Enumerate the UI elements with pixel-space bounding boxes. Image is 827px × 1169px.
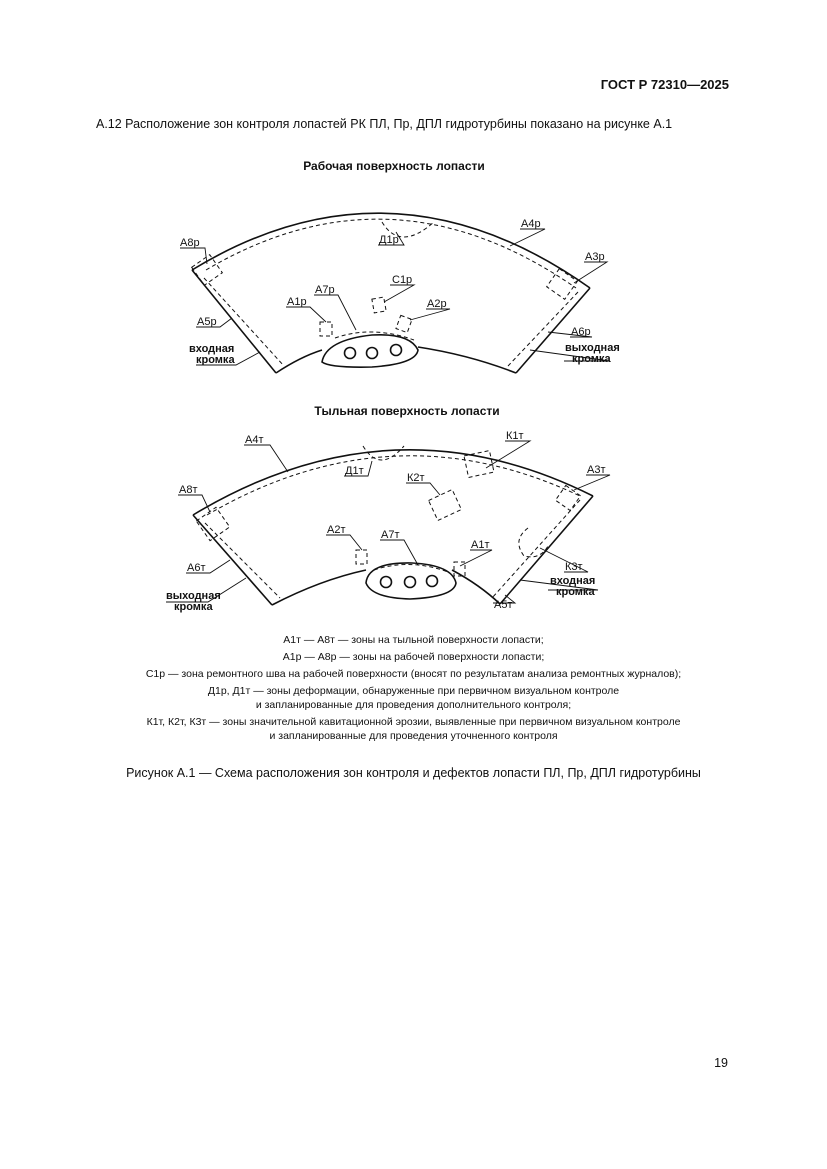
label-top-left-edge-1: входная <box>189 343 235 355</box>
legend-line-1: А1т — А8т — зоны на тыльной поверхности лопасти; <box>283 634 544 646</box>
bottom-blade-inner-arc-left <box>272 570 366 605</box>
label-a5t: А5т <box>494 599 513 611</box>
zone-k2t <box>429 490 462 521</box>
label-a8t: А8т <box>179 484 198 496</box>
label-a7t: А7т <box>381 529 400 541</box>
legend-line-6: К1т, К2т, К3т — зоны значительной кавитационной эрозии, выявленные при первичном визуальном контроле <box>146 716 681 728</box>
label-a7r: А7р <box>315 284 335 296</box>
label-a1r: А1р <box>287 296 307 308</box>
legend-line-3: С1р — зона ремонтного шва на рабочей поверхности (вносят по результатам анализа ремонтных журналов); <box>145 668 682 680</box>
bottom-blade-outer-arc <box>193 450 593 515</box>
bottom-dashed-outer <box>207 456 580 515</box>
label-a4t: А4т <box>245 434 264 446</box>
top-hub <box>322 335 418 367</box>
document-header: ГОСТ Р 72310—2025 <box>600 77 729 92</box>
legend-line-4: Д1р, Д1т — зоны деформации, обнаруженные при первичном визуальном контроле <box>207 685 620 697</box>
legend-line-2: А1р — А8р — зоны на рабочей поверхности лопасти; <box>282 651 545 663</box>
bottom-hole-1 <box>381 577 392 588</box>
legend-line-5: и запланированные для проведения дополнительного контроля; <box>255 699 572 711</box>
label-bottom-right-edge-2: кромка <box>556 586 595 598</box>
label-d1r: Д1р <box>379 234 399 246</box>
label-a6t: А6т <box>187 562 206 574</box>
top-blade-inner-arc-left <box>276 350 322 373</box>
label-a6r: А6р <box>571 326 591 338</box>
top-hole-3 <box>391 345 402 356</box>
zone-a8r <box>192 255 223 286</box>
label-a1t: А1т <box>471 539 490 551</box>
label-a4r: А4р <box>521 218 541 230</box>
label-top-left-edge-2: кромка <box>196 354 235 366</box>
label-a2t: А2т <box>327 524 346 536</box>
zone-d1t <box>363 446 404 460</box>
label-a2r: А2р <box>427 298 447 310</box>
zone-a2r <box>396 315 412 332</box>
label-c1r: С1р <box>392 274 413 286</box>
label-k3t: К3т <box>565 561 583 573</box>
label-bottom-left-edge-1: выходная <box>166 590 221 602</box>
zone-c1r <box>372 297 386 313</box>
figure-caption: Рисунок А.1 — Схема расположения зон контроля и дефектов лопасти ПЛ, Пр, ДПЛ гидротурбины <box>126 766 701 780</box>
top-hole-2 <box>367 348 378 359</box>
bottom-hub <box>366 563 456 599</box>
bottom-blade-inner-arc-right <box>452 570 500 604</box>
label-a3t: А3т <box>587 464 606 476</box>
top-title: Рабочая поверхность лопасти <box>303 159 485 173</box>
top-hole-1 <box>345 348 356 359</box>
top-dashed-hub <box>335 332 414 340</box>
label-top-right-edge-1: выходная <box>565 342 620 354</box>
zone-a3r <box>547 269 578 300</box>
label-a3r: А3р <box>585 251 605 263</box>
label-k1t: К1т <box>506 430 524 442</box>
label-a8r: А8р <box>180 237 200 249</box>
page-number: 19 <box>714 1056 728 1070</box>
bottom-hole-3 <box>427 576 438 587</box>
zone-a2t <box>356 550 367 564</box>
label-bottom-left-edge-2: кромка <box>174 601 213 613</box>
bottom-dashed-left <box>205 523 280 598</box>
label-bottom-right-edge-1: входная <box>550 575 596 587</box>
label-d1t: Д1т <box>345 465 364 477</box>
top-blade-inner-arc-right <box>418 347 516 373</box>
bottom-title: Тыльная поверхность лопасти <box>314 404 500 418</box>
label-a5r: А5р <box>197 316 217 328</box>
intro-paragraph: А.12 Расположение зон контроля лопастей РК ПЛ, Пр, ДПЛ гидротурбины показано на рисунке А.1 <box>96 117 673 131</box>
legend-line-7: и запланированные для проведения уточненного контроля <box>269 730 558 742</box>
bottom-hole-2 <box>405 577 416 588</box>
label-top-right-edge-2: кромка <box>572 353 611 365</box>
zone-a1r <box>320 322 332 336</box>
label-k2t: К2т <box>407 472 425 484</box>
